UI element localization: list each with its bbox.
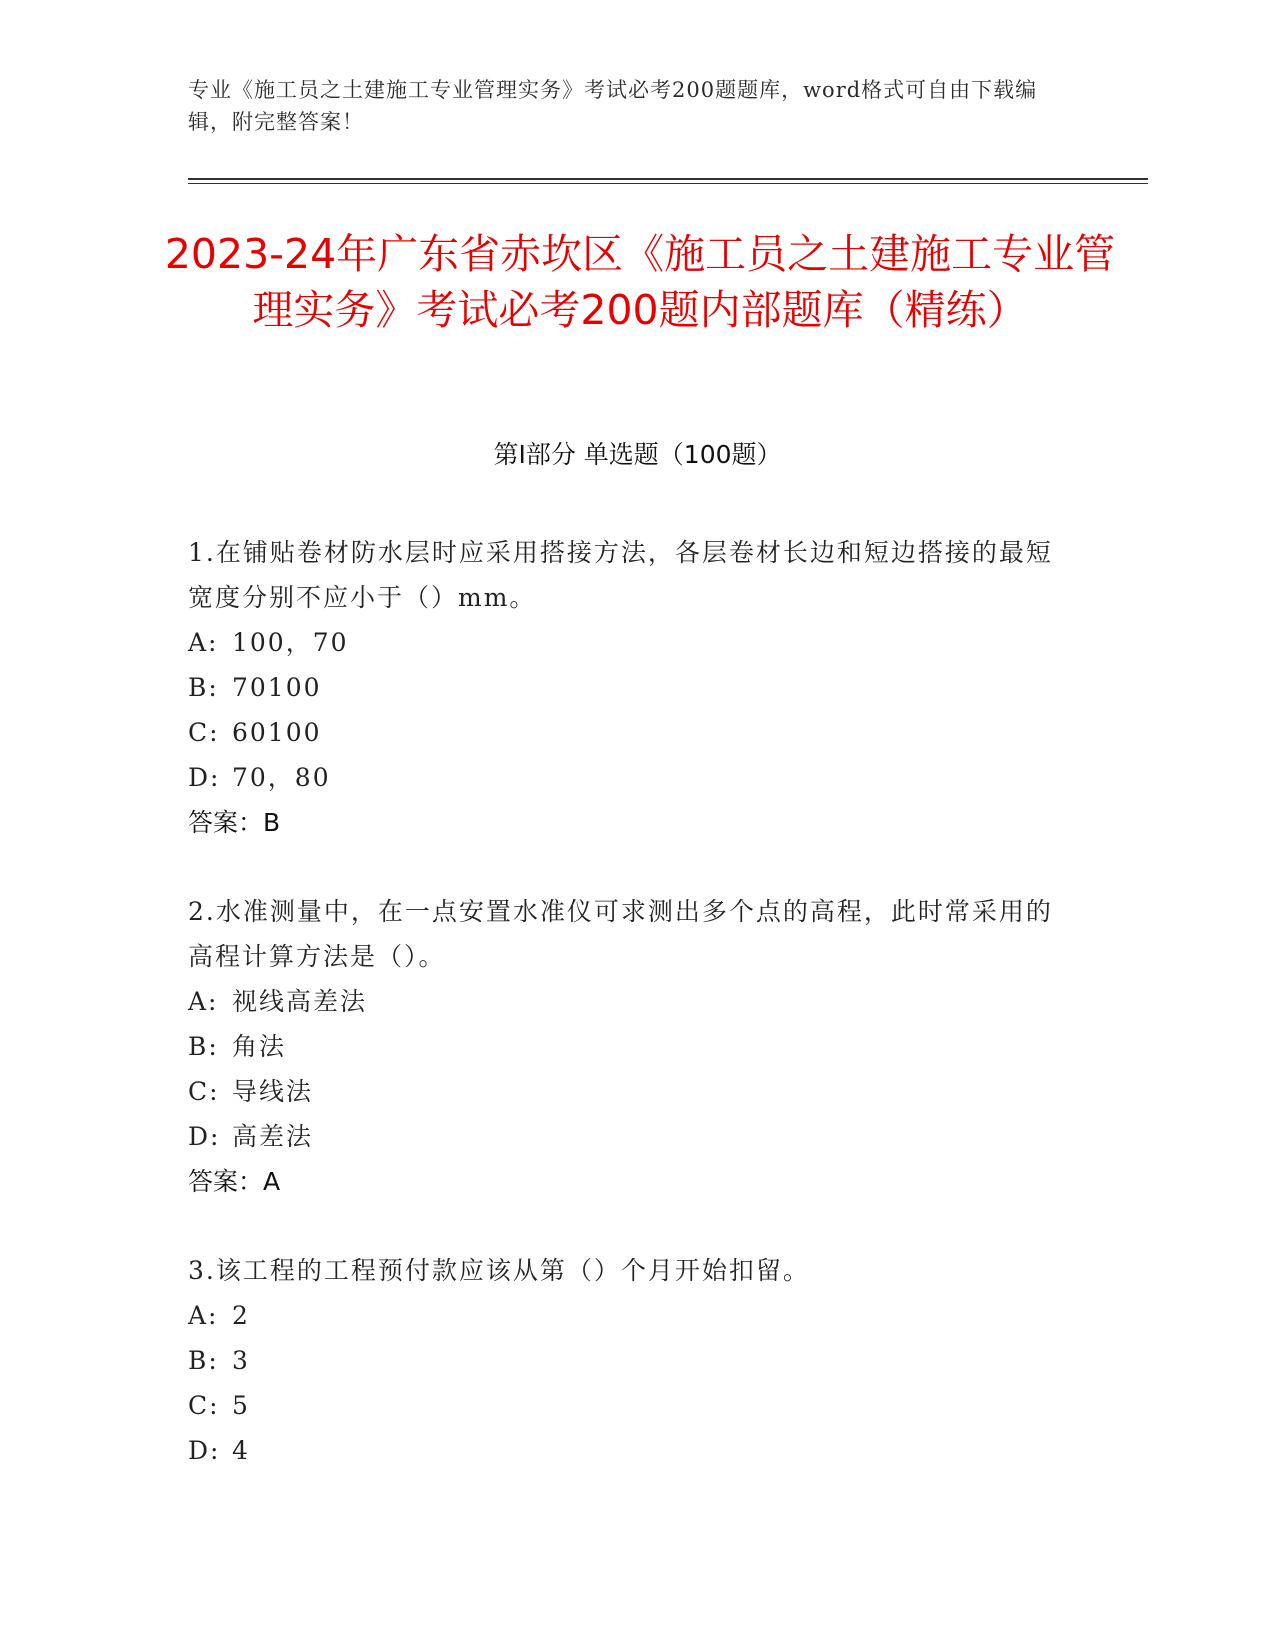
option-letter: D: — [188, 763, 221, 792]
option-letter: C: — [188, 718, 220, 747]
option-a — [188, 1293, 1068, 1338]
option-text: 2 — [232, 1301, 250, 1330]
option-text: 70，80 — [232, 763, 331, 792]
option-text: 高差法 — [232, 1122, 314, 1151]
answer-line: 答案：A — [188, 1167, 281, 1196]
section-heading: 第Ⅰ部分 单选题（100题） — [493, 440, 782, 469]
header-divider-thin — [188, 183, 1148, 184]
header-divider — [188, 178, 1148, 180]
option-a — [188, 620, 1068, 665]
option-letter: C: — [188, 1077, 220, 1106]
option-text: 5 — [232, 1391, 250, 1420]
option-letter: D: — [188, 1436, 221, 1465]
option-text: 角法 — [232, 1032, 287, 1061]
document-title: 2023-24年广东省赤坎区《施工员之土建施工专业管理实务》考试必考200题内部题库（精练） — [164, 230, 1116, 334]
option-d — [188, 1428, 1068, 1473]
question-stem: 1.在铺贴卷材防水层时应采用搭接方法，各层卷材长边和短边搭接的最短宽度分别不应小于（）mm。 — [188, 538, 1053, 612]
question-stem: 2.水准测量中，在一点安置水准仪可求测出多个点的高程，此时常采用的高程计算方法是（）。 — [188, 897, 1053, 971]
option-letter: C: — [188, 1391, 220, 1420]
option-c — [188, 1383, 1068, 1428]
option-b — [188, 1024, 1068, 1069]
option-text: 60100 — [232, 718, 322, 747]
option-text: 100，70 — [232, 628, 349, 657]
option-letter: B: — [188, 1346, 219, 1375]
option-b — [188, 1338, 1068, 1383]
option-d — [188, 755, 1068, 800]
option-d — [188, 1114, 1068, 1159]
question-3 — [188, 1248, 1068, 1473]
option-a — [188, 979, 1068, 1024]
question-list — [188, 530, 1068, 1517]
answer-line: 答案：B — [188, 808, 281, 837]
option-letter: A: — [188, 628, 219, 657]
question-2 — [188, 889, 1068, 1204]
question-1 — [188, 530, 1068, 845]
option-text: 70100 — [232, 673, 322, 702]
option-c — [188, 1069, 1068, 1114]
option-letter: A: — [188, 987, 219, 1016]
option-text: 导线法 — [232, 1077, 314, 1106]
option-letter: B: — [188, 1032, 219, 1061]
option-c — [188, 710, 1068, 755]
option-letter: D: — [188, 1122, 221, 1151]
option-letter: A: — [188, 1301, 219, 1330]
option-text: 3 — [232, 1346, 250, 1375]
option-letter: B: — [188, 673, 219, 702]
option-text: 4 — [232, 1436, 250, 1465]
header-note: 专业《施工员之土建施工专业管理实务》考试必考200题题库，word格式可自由下载编辑，附完整答案！ — [188, 78, 1038, 134]
question-stem: 3.该工程的工程预付款应该从第（）个月开始扣留。 — [188, 1256, 810, 1285]
option-text: 视线高差法 — [232, 987, 368, 1016]
option-b — [188, 665, 1068, 710]
